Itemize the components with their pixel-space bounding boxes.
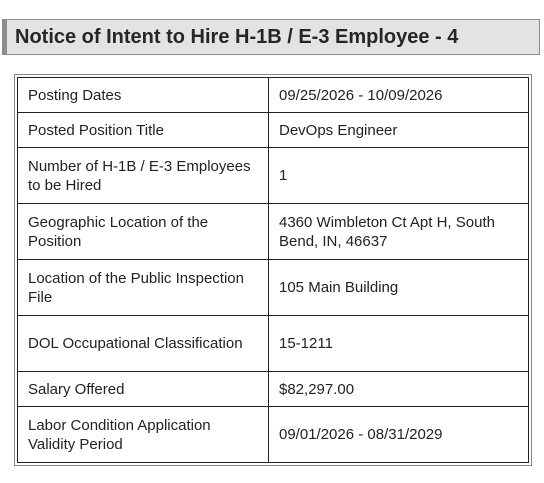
lca-validity-period-label: Labor Condition Application Validity Period [18, 407, 269, 463]
row-dol-classification [18, 316, 529, 372]
notice-details-table [17, 77, 529, 463]
dol-classification-value: 15-1211 [269, 316, 529, 372]
posting-dates-label: Posting Dates [18, 78, 269, 113]
row-position-title [18, 113, 529, 148]
row-public-inspection-file [18, 260, 529, 316]
notice-title: Notice of Intent to Hire H-1B / E-3 Employee - 4 [15, 25, 459, 48]
geographic-location-value: 4360 Wimbleton Ct Apt H, South Bend, IN, 46637 [269, 204, 529, 260]
employee-count-label: Number of H-1B / E-3 Employees to be Hired [18, 148, 269, 204]
dol-classification-label: DOL Occupational Classification [18, 316, 269, 372]
row-geographic-location [18, 204, 529, 260]
employee-count-value: 1 [269, 148, 529, 204]
row-lca-validity-period [18, 407, 529, 463]
public-inspection-file-value: 105 Main Building [269, 260, 529, 316]
salary-offered-value: $82,297.00 [269, 372, 529, 407]
salary-offered-label: Salary Offered [18, 372, 269, 407]
notice-title-bar [2, 19, 540, 55]
row-employee-count [18, 148, 529, 204]
lca-validity-period-value: 09/01/2026 - 08/31/2029 [269, 407, 529, 463]
public-inspection-file-label: Location of the Public Inspection File [18, 260, 269, 316]
row-posting-dates [18, 78, 529, 113]
position-title-label: Posted Position Title [18, 113, 269, 148]
row-salary-offered [18, 372, 529, 407]
geographic-location-label: Geographic Location of the Position [18, 204, 269, 260]
position-title-value: DevOps Engineer [269, 113, 529, 148]
posting-dates-value: 09/25/2026 - 10/09/2026 [269, 78, 529, 113]
notice-details-frame [14, 74, 532, 466]
